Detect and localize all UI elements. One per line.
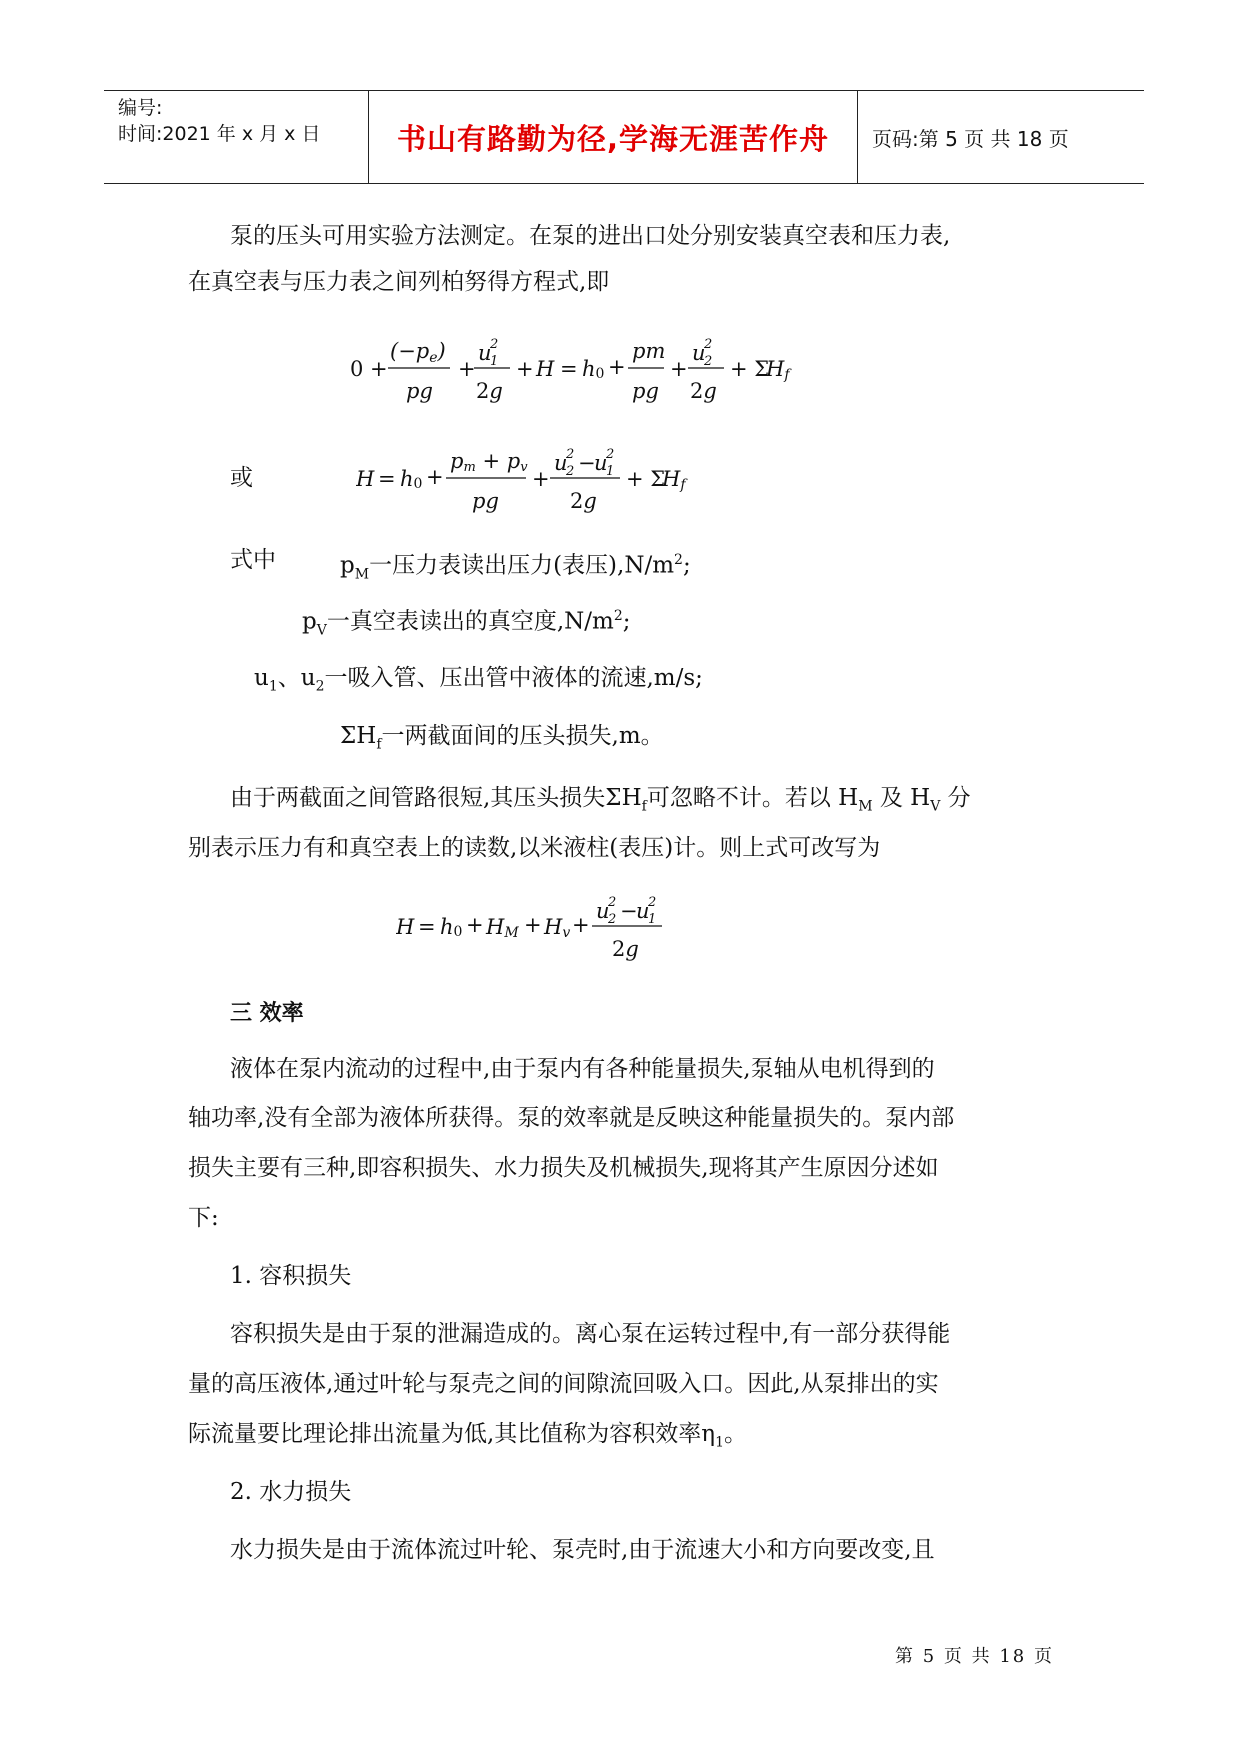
svg-text:2g: 2g — [476, 379, 503, 403]
svg-text:h0: h0 — [440, 915, 463, 940]
svg-text:u: u — [594, 451, 608, 475]
header-page-label: 页码:第 5 页 共 18 页 — [872, 126, 1069, 151]
svg-text:Hf: Hf — [766, 357, 790, 383]
document-header — [104, 90, 1144, 184]
p2-sub-v: V — [930, 798, 941, 815]
u1-symbol: u — [254, 665, 269, 691]
section-3-heading: 三 效率 — [230, 1001, 304, 1026]
svg-text:+ Σ: + Σ — [626, 467, 666, 491]
u2-symbol: 、u — [277, 665, 316, 691]
svg-text:HM: HM — [486, 915, 519, 941]
hf-description: 一两截面间的压头损失,m。 — [381, 723, 664, 749]
hf-symbol: ΣH — [340, 723, 377, 749]
bernoulli-equation-1 — [350, 330, 810, 410]
svg-text:+: + — [458, 357, 476, 381]
svg-text:+: + — [426, 465, 444, 489]
paragraph-2-line-1 — [230, 784, 971, 821]
svg-text:2: 2 — [648, 895, 657, 910]
paragraph-3-line-4: 下: — [188, 1205, 219, 1231]
definition-hf — [340, 722, 664, 759]
paragraph-4-line-2: 量的高压液体,通过叶轮与泵壳之间的间隙流回吸入口。因此,从泵排出的实 — [188, 1371, 939, 1397]
p2-sub-f: f — [641, 798, 647, 815]
svg-text:2: 2 — [606, 447, 615, 462]
hf-subscript: f — [376, 736, 382, 753]
paragraph-1-line-2: 在真空表与压力表之间列柏努得方程式,即 — [188, 269, 610, 295]
svg-text:pg: pg — [472, 489, 499, 513]
svg-text:−: − — [620, 899, 638, 923]
svg-text:2: 2 — [704, 354, 713, 369]
bernoulli-equation-2 — [356, 440, 716, 520]
svg-text:pg: pg — [406, 379, 433, 403]
pv-unit-superscript: 2 — [613, 608, 623, 624]
definition-pm — [340, 546, 691, 588]
header-left-cell — [104, 91, 368, 183]
paragraph-2-line-2: 别表示压力有和真空表上的读数,以米液柱(表压)计。则上式可改写为 — [188, 835, 881, 861]
pump-head-equation — [396, 888, 696, 968]
svg-text:H: H — [396, 915, 415, 939]
svg-text:2g: 2g — [570, 489, 597, 513]
pm-description: 一压力表读出压力(表压),N/m — [369, 552, 675, 579]
paragraph-3-line-3: 损失主要有三种,即容积损失、水力损失及机械损失,现将其产生原因分述如 — [188, 1155, 939, 1181]
subheading-volumetric-loss: 1. 容积损失 — [230, 1263, 352, 1289]
paragraph-5-line-1: 水力损失是由于流体流过叶轮、泵壳时,由于流速大小和方向要改变,且 — [230, 1537, 935, 1563]
svg-text:+: + — [532, 467, 550, 491]
svg-text:−: − — [578, 451, 596, 475]
p2-text-c: 及 H — [872, 785, 931, 811]
header-motto-cell — [368, 91, 858, 183]
svg-text:+: + — [524, 913, 542, 937]
svg-text:1: 1 — [648, 912, 657, 927]
u2-subscript: 2 — [315, 678, 325, 695]
svg-text:=: = — [560, 357, 578, 381]
svg-text:u: u — [692, 341, 706, 365]
p2-text-d: 分 — [940, 785, 971, 811]
svg-text:=: = — [418, 915, 436, 939]
pm-subscript: M — [354, 566, 370, 583]
svg-text:Hf: Hf — [662, 467, 686, 493]
svg-text:+: + — [608, 355, 626, 379]
svg-text:pg: pg — [632, 379, 659, 403]
where-label: 式中 — [230, 547, 276, 573]
subheading-hydraulic-loss: 2. 水力损失 — [230, 1479, 352, 1505]
pv-symbol: p — [302, 608, 317, 635]
svg-text:u: u — [554, 451, 568, 475]
number-label: 编号: — [118, 97, 163, 119]
pm-symbol: p — [340, 552, 355, 579]
svg-text:u: u — [596, 899, 610, 923]
pm-end: ; — [682, 552, 691, 579]
pv-subscript: V — [316, 622, 327, 639]
svg-text:1: 1 — [606, 464, 615, 479]
svg-text:u: u — [478, 341, 492, 365]
svg-text:0 +: 0 + — [350, 357, 388, 381]
p4-line3-end: 。 — [724, 1421, 748, 1447]
paragraph-4-line-3 — [188, 1420, 747, 1457]
svg-text:2: 2 — [608, 895, 617, 910]
svg-text:2: 2 — [704, 337, 713, 352]
svg-text:2g: 2g — [612, 937, 639, 961]
svg-text:2: 2 — [608, 912, 617, 927]
definition-pv — [302, 602, 631, 644]
time-label: 时间:2021 年 x 月 x 日 — [118, 123, 321, 145]
p2-text-b: 可忽略不计。若以 H — [646, 785, 859, 811]
svg-text:2: 2 — [490, 337, 499, 352]
svg-text:+: + — [572, 913, 590, 937]
paragraph-3-line-1: 液体在泵内流动的过程中,由于泵内有各种能量损失,泵轴从电机得到的 — [230, 1056, 935, 1082]
or-label: 或 — [230, 465, 253, 491]
p4-line3-text: 际流量要比理论排出流量为低,其比值称为容积效率η — [188, 1421, 716, 1447]
p2-sub-m: M — [858, 798, 873, 815]
svg-text:Hv: Hv — [544, 915, 571, 941]
definition-u — [254, 664, 703, 701]
svg-text:+ Σ: + Σ — [730, 357, 770, 381]
svg-text:2: 2 — [566, 464, 575, 479]
motto-text: 书山有路勤为径,学海无涯苦作舟 — [396, 121, 830, 156]
svg-text:2g: 2g — [690, 379, 717, 403]
svg-text:H: H — [356, 467, 375, 491]
svg-text:+: + — [466, 913, 484, 937]
eta-subscript: 1 — [715, 1434, 725, 1451]
svg-text:+: + — [670, 357, 688, 381]
svg-text:H: H — [536, 357, 555, 381]
pm-unit-superscript: 2 — [674, 552, 683, 568]
footer-page-number: 第 5 页 共 18 页 — [895, 1646, 1054, 1667]
svg-text:=: = — [378, 467, 396, 491]
svg-text:(−pe): (−pe) — [390, 339, 446, 366]
p2-text-a: 由于两截面之间管路很短,其压头损失ΣH — [230, 785, 642, 811]
svg-text:pm: pm — [632, 339, 666, 363]
paragraph-4-line-1: 容积损失是由于泵的泄漏造成的。离心泵在运转过程中,有一部分获得能 — [230, 1321, 951, 1347]
pv-description: 一真空表读出的真空度,N/m — [326, 608, 614, 635]
svg-text:1: 1 — [490, 354, 499, 369]
svg-text:h0: h0 — [582, 357, 605, 382]
svg-text:h0: h0 — [400, 467, 423, 492]
svg-text:+: + — [516, 357, 534, 381]
paragraph-3-line-2: 轴功率,没有全部为液体所获得。泵的效率就是反映这种能量损失的。泵内部 — [188, 1105, 955, 1131]
pv-end: ; — [622, 608, 631, 635]
u1-subscript: 1 — [268, 678, 278, 695]
header-page-cell — [858, 91, 1144, 183]
u-description: 一吸入管、压出管中液体的流速,m/s; — [324, 665, 703, 691]
svg-text:2: 2 — [566, 447, 575, 462]
paragraph-1-line-1: 泵的压头可用实验方法测定。在泵的进出口处分别安装真空表和压力表, — [230, 223, 951, 249]
svg-text:pm + pv: pm + pv — [450, 449, 528, 475]
svg-text:u: u — [636, 899, 650, 923]
